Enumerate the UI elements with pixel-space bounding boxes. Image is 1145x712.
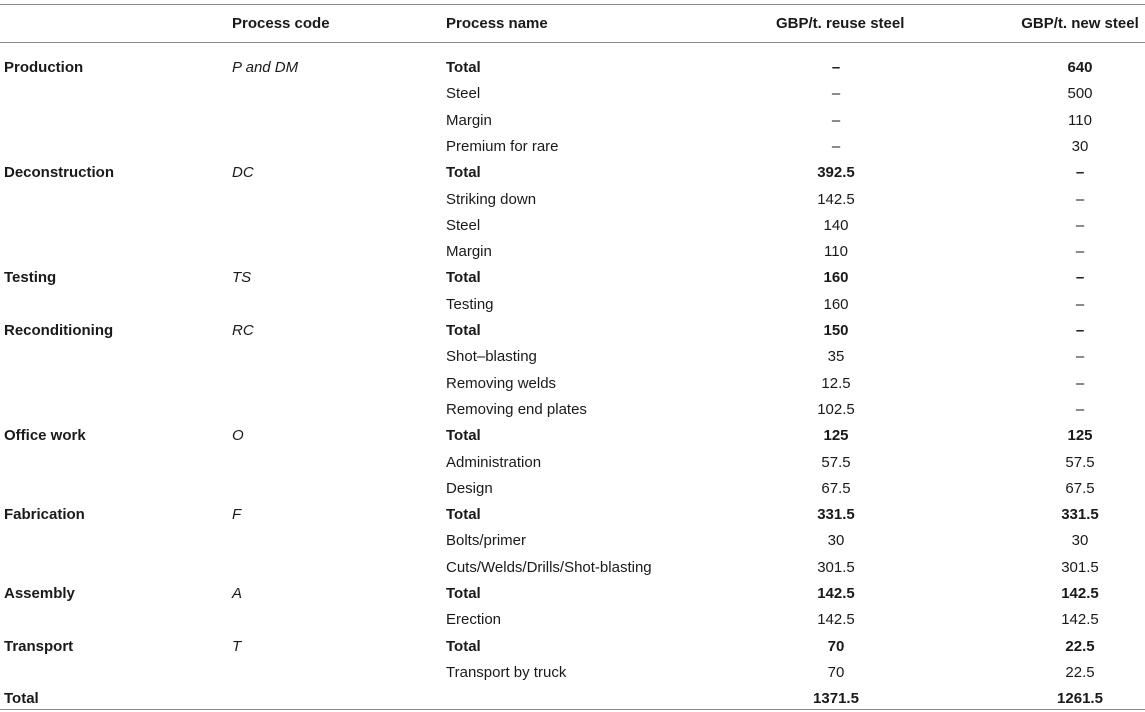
row-process-name: Testing — [446, 295, 494, 313]
table-row — [0, 187, 1145, 213]
table-row — [0, 476, 1145, 502]
table-row — [0, 344, 1145, 370]
row-reuse-value: 67.5 — [821, 479, 851, 497]
table-row — [0, 81, 1145, 107]
row-category: Total — [4, 690, 39, 708]
row-new-value: 30 — [1071, 532, 1089, 550]
table-row — [0, 292, 1145, 318]
table-row — [0, 318, 1145, 344]
row-reuse-value: 392.5 — [817, 164, 855, 182]
row-new-value: – — [1075, 295, 1085, 313]
table-row — [0, 450, 1145, 476]
row-new-value: – — [1075, 400, 1085, 418]
row-new-value: – — [1075, 164, 1085, 182]
row-reuse-value: 125 — [823, 427, 849, 445]
row-new-value: – — [1075, 374, 1085, 392]
row-process-name: Bolts/primer — [446, 532, 527, 550]
row-new-value: – — [1075, 243, 1085, 261]
row-process-name: Premium for rare — [446, 137, 559, 155]
row-category: Reconditioning — [4, 322, 114, 339]
row-category: Transport — [4, 637, 74, 655]
row-new-value: – — [1075, 348, 1085, 366]
row-process-name: Total — [446, 59, 481, 76]
table-row — [0, 634, 1145, 660]
row-reuse-value: 142.5 — [817, 611, 855, 629]
row-process-name: Design — [446, 479, 493, 497]
row-process-name: Erection — [446, 611, 502, 629]
table-row — [0, 55, 1145, 81]
row-process-code: DC — [232, 164, 254, 182]
row-reuse-value: 301.5 — [817, 558, 855, 576]
table-row — [0, 134, 1145, 160]
row-process-name: Margin — [446, 243, 492, 261]
row-process-code: RC — [232, 322, 254, 339]
row-reuse-value: 57.5 — [821, 453, 851, 471]
row-process-name: Steel — [446, 85, 481, 103]
row-process-name: Transport by truck — [446, 663, 567, 681]
row-new-value: 125 — [1067, 427, 1093, 445]
row-process-name: Total — [446, 322, 481, 339]
row-reuse-value: 142.5 — [817, 190, 855, 208]
row-process-name: Total — [446, 585, 481, 602]
row-process-code: F — [232, 506, 242, 524]
table-row — [0, 555, 1145, 581]
row-new-value: 142.5 — [1061, 585, 1099, 602]
row-process-name: Margin — [446, 111, 492, 129]
row-new-value: 142.5 — [1061, 611, 1099, 629]
row-category: Deconstruction — [4, 164, 115, 182]
row-process-name: Total — [446, 164, 481, 182]
row-reuse-value: 35 — [827, 348, 845, 366]
row-reuse-value: – — [831, 111, 841, 129]
row-category: Assembly — [4, 585, 75, 602]
row-new-value: 331.5 — [1061, 506, 1099, 524]
row-reuse-value: 102.5 — [817, 400, 855, 418]
row-process-name: Cuts/Welds/Drills/Shot-blasting — [446, 558, 652, 576]
header-process-name: Process name — [446, 15, 548, 32]
row-category: Fabrication — [4, 506, 85, 524]
row-process-name: Administration — [446, 453, 542, 471]
row-process-code: TS — [232, 269, 252, 287]
row-process-code: A — [232, 585, 243, 602]
table-row — [0, 108, 1145, 134]
row-process-name: Total — [446, 506, 481, 524]
row-reuse-value: 142.5 — [817, 585, 855, 602]
table-row — [0, 607, 1145, 633]
top-rule — [0, 4, 1145, 5]
table-row — [0, 581, 1145, 607]
row-process-code: T — [232, 637, 242, 655]
row-reuse-value: – — [831, 85, 841, 103]
table-row — [0, 239, 1145, 265]
table-row — [0, 423, 1145, 449]
row-process-name: Removing end plates — [446, 400, 587, 418]
row-reuse-value: 30 — [827, 532, 845, 550]
row-process-code: O — [232, 427, 244, 445]
row-reuse-value: 12.5 — [821, 374, 851, 392]
row-new-value: 301.5 — [1061, 558, 1099, 576]
table-row — [0, 371, 1145, 397]
row-process-name: Steel — [446, 216, 481, 234]
row-new-value: 22.5 — [1065, 663, 1095, 681]
row-new-value: 110 — [1068, 111, 1092, 129]
row-new-value: – — [1075, 216, 1085, 234]
row-reuse-value: 150 — [823, 322, 849, 339]
row-process-name: Total — [446, 637, 481, 655]
row-process-name: Shot–blasting — [446, 348, 537, 366]
row-reuse-value: 1371.5 — [813, 690, 859, 708]
table-row — [0, 160, 1145, 186]
row-new-value: 30 — [1071, 137, 1089, 155]
table-row — [0, 660, 1145, 686]
row-new-value: 22.5 — [1065, 637, 1095, 655]
row-reuse-value: 160 — [823, 269, 849, 287]
row-new-value: 1261.5 — [1057, 690, 1103, 708]
row-category: Production — [4, 59, 84, 76]
row-process-name: Total — [446, 269, 481, 287]
row-reuse-value: 331.5 — [817, 506, 855, 524]
table-row — [0, 528, 1145, 554]
table-row — [0, 265, 1145, 291]
row-new-value: 67.5 — [1065, 479, 1095, 497]
row-process-code: P and DM — [232, 59, 299, 76]
row-reuse-value: 70 — [827, 637, 845, 655]
table-row — [0, 213, 1145, 239]
row-reuse-value: 160 — [823, 295, 849, 313]
row-new-value: 500 — [1067, 85, 1093, 103]
header-reuse-steel: GBP/t. reuse steel — [776, 15, 905, 32]
table-row — [0, 502, 1145, 528]
row-reuse-value: – — [831, 137, 841, 155]
row-reuse-value: – — [831, 59, 841, 76]
row-process-name: Total — [446, 427, 481, 445]
row-reuse-value: 110 — [824, 243, 848, 261]
row-process-name: Striking down — [446, 190, 537, 208]
row-reuse-value: 140 — [823, 216, 849, 234]
row-reuse-value: 70 — [827, 663, 845, 681]
header-rule — [0, 42, 1145, 43]
row-new-value: 57.5 — [1065, 453, 1095, 471]
header-new-steel: GBP/t. new steel — [1021, 15, 1139, 32]
row-new-value: – — [1075, 322, 1085, 339]
table-row — [0, 397, 1145, 423]
row-new-value: – — [1075, 190, 1085, 208]
row-category: Testing — [4, 269, 57, 287]
row-process-name: Removing welds — [446, 374, 557, 392]
row-new-value: 640 — [1067, 59, 1093, 76]
header-process-code: Process code — [232, 15, 330, 32]
row-category: Office work — [4, 427, 86, 445]
header-row — [0, 6, 1145, 40]
row-new-value: – — [1075, 269, 1085, 287]
